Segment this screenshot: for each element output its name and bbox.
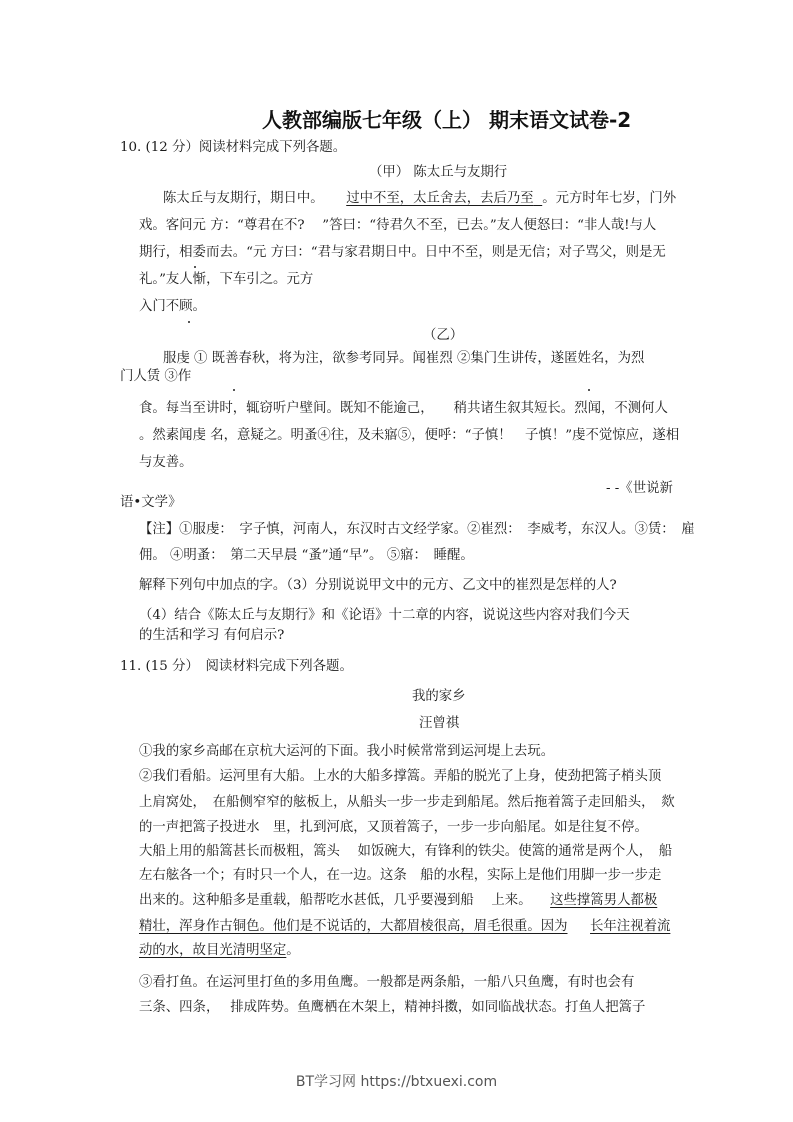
passage-a-title: （甲） 陈太丘与友期行 [369, 165, 508, 180]
paragraph-2-line-5: 左右舷各一个；有时只一个人，在一边。这条 船的水程，实际上是他们用脚一步一步走 [139, 868, 662, 883]
emphasis-dot [188, 321, 190, 323]
underlined-passage-start: 这些撑篙男人都极 [550, 893, 658, 908]
passage-a-line-1-end: 。元方时年七岁，门外 [542, 191, 677, 206]
passage-b-line-2: 门人赁 ③作 [120, 369, 192, 384]
q11-heading: 11. (15 分） 阅读材料完成下列各题。 [120, 659, 353, 674]
article-title: 我的家乡 [412, 689, 466, 704]
passage-b-line-1: 服虔 ① 既善春秋，将为注，欲参考同异。闻崔烈 ②集门生讲传，遂匿姓名，为烈 [163, 351, 645, 366]
emphasis-dot [194, 266, 196, 268]
passage-a-line-1-start: 陈太丘与友期行，期日中。 [163, 191, 324, 206]
passage-b-line-3: 食。每当至讲时，辄窃听户壁间。既知不能逾己， 稍共诸生叙其短长。烈闻，不测何人 [139, 401, 668, 416]
passage-a-line-4: 礼。”友人惭，下车引之。元方 [139, 272, 314, 287]
notes-line-2: 佣。 ④明蚤： 第二天早晨 “蚤”通“早”。 ⑤寤： 睡醒。 [139, 548, 474, 563]
source-citation-2: 语•文学》 [120, 495, 182, 510]
footer-watermark: BT学习网 https://btxuexi.com [295, 1074, 498, 1090]
paragraph-2-line-7 [139, 918, 670, 936]
passage-b-title: （乙） [423, 328, 464, 343]
passage-b-line-4: 。然素闻虔 名，意疑之。明蚤④往，及未寤⑤，便呼：“子慎！ 子慎！”虔不觉惊应，遂相 [139, 428, 680, 443]
emphasis-dot [233, 389, 235, 391]
paragraph-2-line-3: 的一声把篙子投进水 里，扎到河底，又顶着篙子，一步一步向船尾。如是往复不停。 [139, 820, 648, 835]
q10-heading: 10. (12 分）阅读材料完成下列各题。 [120, 140, 347, 155]
emphasis-dot [588, 389, 590, 391]
question-text-2: （4）结合《陈太丘与友期行》和《论语》十二章的内容，说说这些内容对我们今天 [139, 608, 630, 623]
paragraph-2-line-1: ②我们看船。运河里有大船。上水的大船多撑篙。弄船的脱光了上身，使劲把篙子梢头顶 [139, 769, 662, 784]
underlined-passage-end: 动的水，故目光清明坚定 [139, 943, 287, 958]
question-text-1: 解释下列句中加点的字。（3）分别说说甲文中的元方、乙文中的崔烈是怎样的人? [139, 578, 617, 593]
source-citation-1: - -《世说新 [606, 481, 673, 496]
paragraph-2-line-6 [139, 892, 657, 910]
article-paragraph-1: ①我的家乡高邮在京杭大运河的下面。我小时候常常到运河堤上去玩。 [139, 744, 555, 759]
underlined-passage-middle: 精壮，浑身作古铜色。他们是不说话的，大都眉棱很高，眉毛很重。因为 [139, 919, 568, 934]
notes-line-1: 【注】①服虔： 字子慎，河南人，东汉时古文经学家。②崔烈： 李威考，东汉人。③赁： 雇 [139, 522, 695, 537]
paragraph-3-line-1: ③看打鱼。在运河里打鱼的多用鱼鹰。一般都是两条船，一船八只鱼鹰，有时也会有 [139, 975, 635, 990]
paragraph-2-line-6-start: 出来的。这种船多是重载，船帮吃水甚低，几乎要漫到船 上来。 [139, 893, 532, 908]
paragraph-2-line-4: 大船上用的船篙甚长而极粗，篙头 如饭碗大，有锋利的铁尖。使篙的通常是两个人， 船 [139, 844, 673, 859]
passage-b-line-5: 与友善。 [139, 455, 193, 470]
paragraph-2-line-8-end: 。 [286, 943, 300, 958]
article-author: 汪曾祺 [419, 716, 460, 731]
paragraph-2-line-8 [139, 942, 300, 960]
page-title: 人教部编版七年级（上） 期末语文试卷-2 [262, 108, 632, 132]
passage-a-line-5: 入门不顾。 [139, 299, 206, 314]
paragraph-2-line-2: 上肩窝处， 在船侧窄窄的舷板上，从船头一步一步走到船尾。然后拖着篙子走回船头， 欻 [139, 795, 675, 810]
underlined-passage-continued: 长年注视着流 [590, 919, 671, 934]
passage-a-underlined-sentence: 过中不至，太丘舍去，去后乃至 [346, 191, 534, 206]
passage-a-line-1 [163, 190, 676, 208]
paragraph-3-line-2: 三条、四条， 排成阵势。鱼鹰栖在木架上，精神抖擞，如同临战状态。打鱼人把篙子 [139, 1000, 646, 1015]
question-text-3: 的生活和学习 有何启示? [139, 628, 285, 643]
passage-a-line-2: 戏。客问元 方：“尊君在不? ”答曰：“待君久不至，已去。”友人便怒曰：“非人哉!与人 [139, 218, 657, 233]
passage-a-line-3: 期行，相委而去。“元 方曰：“君与家君期日中。日中不至，则是无信；对子骂父，则是无 [139, 245, 666, 260]
